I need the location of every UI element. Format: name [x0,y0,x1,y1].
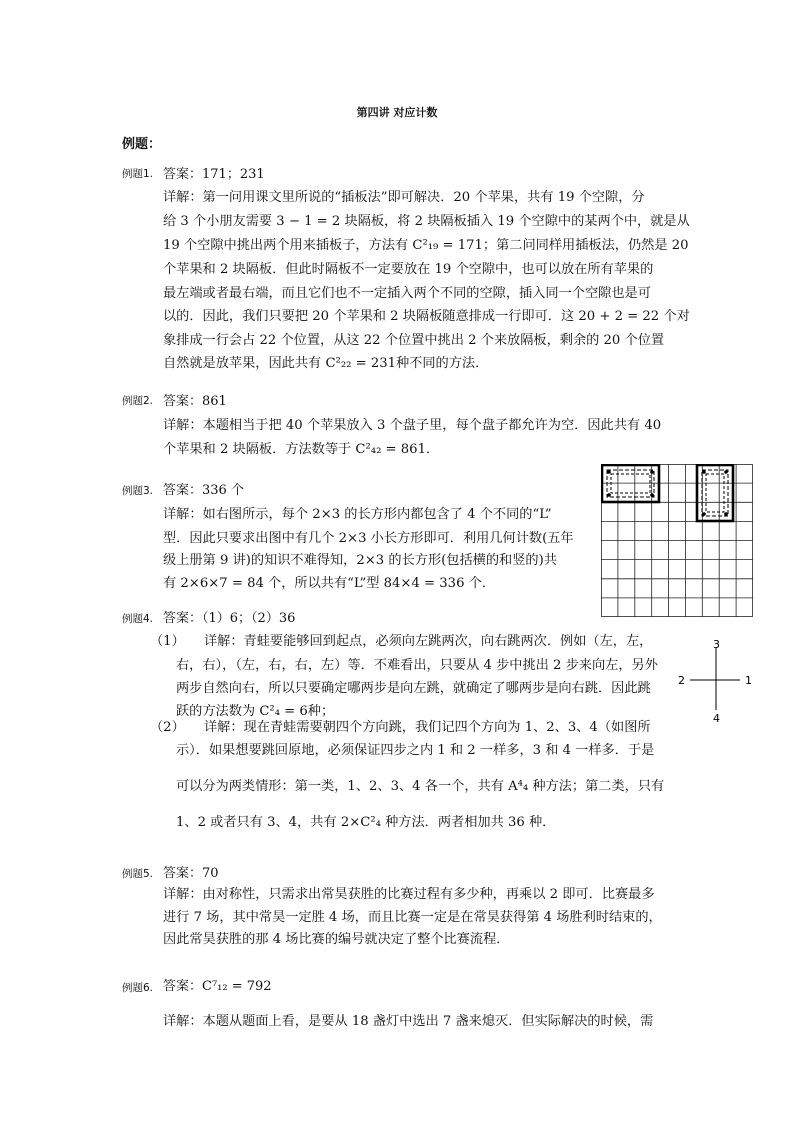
axis-label-top: 3 [713,638,720,651]
example-1-line-2: 给 3 个小朋友需要 3 − 1 = 2 块隔板，将 2 块隔板插入 19 个空隙中的某两个中，就是从 [163,214,690,229]
example-4-part1-line-2: 右，右），（左，右，右，左）等．不难看出，只要从 4 步中挑出 2 步来向左，另外 [176,658,658,673]
axis-label-right: 1 [745,674,752,687]
example-4-part2-line-4: 1、2 或者只有 3、4，共有 2×C²₄ 种方法．两者相加共 36 种． [176,815,556,830]
example-1-line-1: 详解：第一问用课文里所说的“插板法”即可解决．20 个苹果，共有 19 个空隙，分 [163,190,645,205]
example-4-part1-line-3: 两步自然向右，所以只要确定哪两步是向左跳，就确定了哪两步是向右跳．因此跳 [176,681,651,696]
example-4-part1-number: （1） [150,634,185,649]
example-3-line-1: 详解：如右图所示，每个 2×3 的长方形内都包含了 4 个不同的“L” [163,507,552,522]
example-1-line-4: 个苹果和 2 块隔板．但此时隔板不一定要放在 19 个空隙中，也可以放在所有苹果的 [163,262,654,277]
example-5-line-1: 详解：由对称性，只需求出常昊获胜的比赛过程有多少种，再乘以 2 即可．比赛最多 [163,887,655,902]
example-5-answer: 答案：70 [163,866,219,881]
axis-label-left: 2 [678,674,685,687]
page-title: 第四讲 对应计数 [356,106,438,119]
example-4-answer: 答案：（1）6；（2）36 [163,611,296,626]
example-1-line-8: 自然就是放苹果，因此共有 C²₂₂ = 231种不同的方法． [163,356,489,371]
direction-axes-figure [676,636,756,726]
example-3-line-2: 型．因此只要求出图中有几个 2×3 小长方形即可．利用几何计数(五年 [163,531,574,546]
example-4-part1-line-1: 详解：青蛙要能够回到起点，必须向左跳两次，向右跳两次．例如（左，左， [204,634,653,649]
example-3-line-4: 有 2×6×7 = 84 个，所以共有“L”型 84×4 = 336 个． [163,576,496,591]
example-2-line-2: 个苹果和 2 块隔板．方法数等于 C²₄₂ = 861． [163,442,440,457]
example-1-label: 例题1. [122,168,154,180]
example-1-line-7: 象排成一行会占 22 个位置，从这 22 个位置中挑出 2 个来放隔板，剩余的 20 个位置 [163,333,665,348]
example-1-line-6: 以的．因此，我们只要把 20 个苹果和 2 块隔板随意排成一行即可．这 20 + 2 = 22 个对 [163,309,690,324]
example-4-part1-line-4: 跃的方法数为 C²₄ = 6种； [176,704,335,719]
example-6-line-1: 详解：本题从题面上看，是要从 18 盏灯中选出 7 盏来熄灭．但实际解决的时候，需 [163,1014,654,1029]
example-1-line-5: 最左端或者最右端，而且它们也不一定插入两个不同的空隙，插入同一个空隙也是可 [163,286,651,301]
example-4-part2-line-2: 示）．如果想要跳回原地，必须保证四步之内 1 和 2 一样多，3 和 4 一样多．于是 [176,743,655,758]
example-5-label: 例题5. [122,868,154,880]
example-4-part2-line-1: 详解：现在青蛙需要朝四个方向跳，我们记四个方向为 1、2、3、4（如图所 [204,720,651,735]
example-5-line-3: 因此常昊获胜的那 4 场比赛的编号就决定了整个比赛流程． [163,932,510,947]
l-shape-grid-figure [601,464,753,617]
example-4-part2-number: （2） [150,720,185,735]
section-heading: 例题： [122,137,162,152]
example-2-line-1: 详解：本题相当于把 40 个苹果放入 3 个盘子里，每个盘子都允许为空．因此共有 40 [163,418,662,433]
example-2-label: 例题2. [122,395,154,407]
example-5-line-2: 进行 7 场，其中常昊一定胜 4 场，而且比赛一定是在常昊获得第 4 场胜利时结束的， [163,910,662,925]
example-4-label: 例题4. [122,613,154,625]
example-6-answer: 答案：C⁷₁₂ = 792 [163,979,272,994]
example-3-line-3: 级上册第 9 讲)的知识不难得知，2×3 的长方形(包括横的和竖的)共 [163,553,557,568]
example-2-answer: 答案：861 [163,394,227,409]
example-3-answer: 答案：336 个 [163,483,244,498]
example-3-label: 例题3. [122,485,154,497]
example-6-label: 例题6. [122,982,154,994]
example-1-line-3: 19 个空隙中挑出两个用来插板子，方法有 C²₁₉ = 171；第二问同样用插板法，仍然是 20 [163,238,689,253]
example-1-answer: 答案：171；231 [163,167,265,182]
axis-label-bottom: 4 [713,712,720,725]
example-4-part2-line-3: 可以分为两类情形：第一类，1、2、3、4 各一个，共有 A⁴₄ 种方法；第二类，只有 [176,779,665,794]
